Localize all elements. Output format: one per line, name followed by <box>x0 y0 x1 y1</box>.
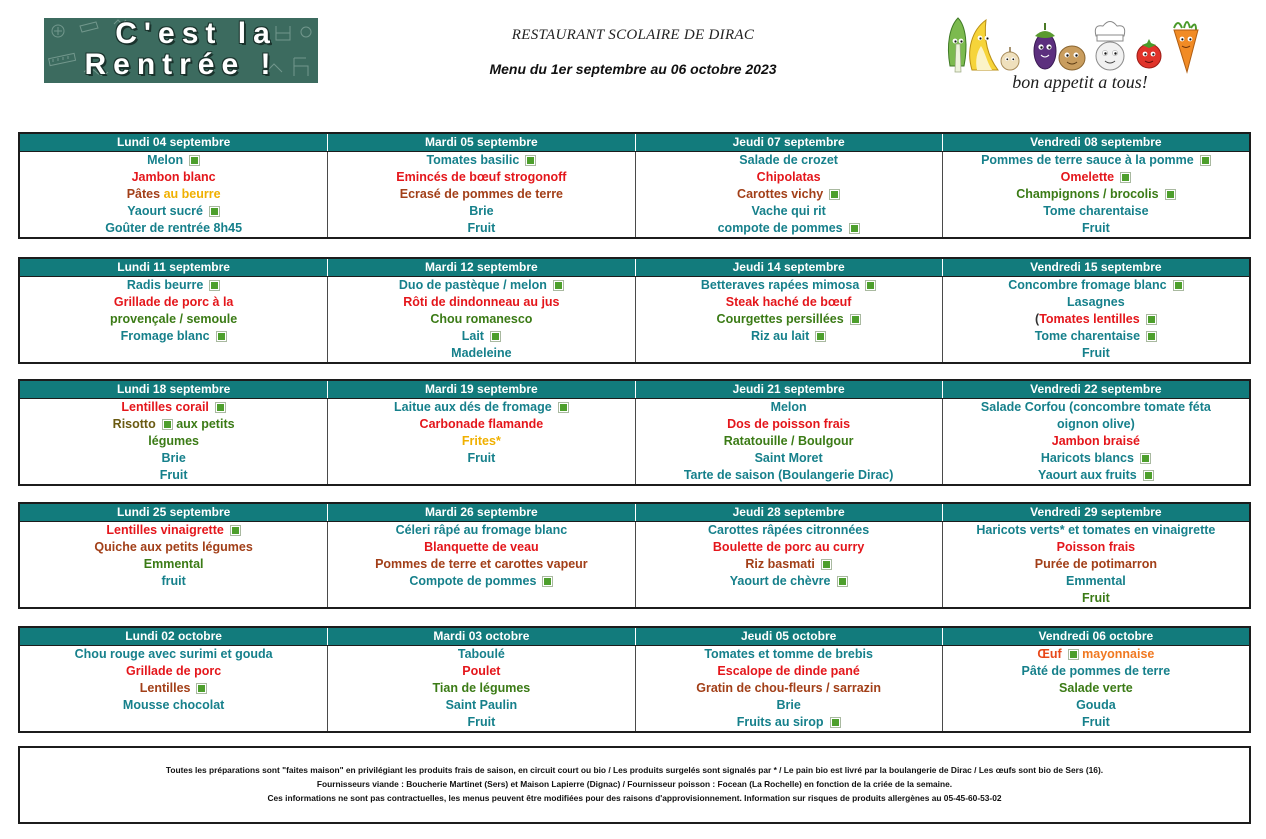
day-header: Mardi 12 septembre <box>327 259 634 276</box>
menu-item-text: Pâté de pommes de terre <box>1021 664 1171 678</box>
menu-item-text: Courgettes persillées <box>716 312 844 326</box>
day-menu-cell <box>327 646 634 731</box>
day-menu-cell <box>327 277 634 362</box>
menu-item-text: fruit <box>161 574 186 588</box>
bio-label-icon <box>1121 173 1130 182</box>
menu-item-text: Radis beurre <box>126 278 204 292</box>
day-header-row <box>20 381 1249 398</box>
day-menu-cell <box>635 152 942 237</box>
menu-item-text: Fromage blanc <box>120 329 210 343</box>
day-header: Vendredi 06 octobre <box>942 628 1249 645</box>
menu-item <box>943 169 1249 186</box>
menu-item-text: Haricots blancs <box>1040 451 1134 465</box>
menu-item <box>328 646 634 663</box>
menu-item-text: Concombre fromage blanc <box>1008 278 1167 292</box>
day-menu-cell <box>942 277 1249 362</box>
menu-item-text: Fruit <box>1081 715 1110 729</box>
menu-item <box>328 169 634 186</box>
menu-item-text: Tome charentaise <box>1043 204 1149 218</box>
menu-item-text: Brie <box>776 698 801 712</box>
potato-icon <box>1059 46 1085 70</box>
menu-item-text: Fruit <box>467 221 496 235</box>
menu-item <box>636 416 942 433</box>
bio-label-icon <box>816 332 825 341</box>
menu-body-row <box>20 398 1249 484</box>
day-header: Lundi 11 septembre <box>117 260 230 274</box>
bio-label-icon <box>1141 454 1150 463</box>
menu-item <box>636 697 942 714</box>
menu-item-text: Jambon braisé <box>1051 434 1140 448</box>
footer-note-line: Fournisseurs viande : Boucherie Martinet (Sers) et Maison Lapierre (Dignac) / Fournisseur poisson : Focean (La Rochelle) en fonction de la criée de la semaine. <box>316 779 953 789</box>
banner-line-1: C'est la <box>115 18 277 50</box>
menu-item-text: Grillade de porc à la <box>113 295 234 309</box>
menu-item <box>943 399 1249 416</box>
day-menu-cell <box>20 646 327 731</box>
menu-item-text: Œuf <box>1037 647 1062 661</box>
bio-label-icon <box>210 207 219 216</box>
menu-item-text: Melon <box>770 400 807 414</box>
menu-item <box>20 152 327 169</box>
menu-item-text: Emmental <box>1066 574 1126 588</box>
bio-label-icon <box>231 526 240 535</box>
day-header: Mardi 03 octobre <box>327 628 634 645</box>
menu-item <box>328 539 634 556</box>
menu-item <box>943 186 1249 203</box>
menu-item <box>328 556 634 573</box>
bio-label-icon <box>866 281 875 290</box>
menu-body-row <box>20 151 1249 237</box>
bio-label-icon <box>850 224 859 233</box>
menu-body-row <box>20 276 1249 362</box>
menu-item <box>636 539 942 556</box>
menu-item-text: Rôti de dindonneau au jus <box>403 295 560 309</box>
menu-item <box>20 539 327 556</box>
menu-item <box>636 450 942 467</box>
menu-item-text: Poulet <box>462 664 501 678</box>
menu-item-text: oignon olive) <box>1056 417 1135 431</box>
menu-item <box>636 680 942 697</box>
day-header-row <box>20 259 1249 276</box>
menu-item-text: Betteraves rapées mimosa <box>700 278 860 292</box>
menu-item-text: Laitue aux dés de fromage <box>394 400 552 414</box>
week-table <box>18 502 1251 609</box>
menu-item <box>20 328 327 345</box>
menu-item-text: Salade verte <box>1059 681 1133 695</box>
menu-item <box>328 697 634 714</box>
menu-item-text: Taboulé <box>457 647 505 661</box>
menu-item-text: Emmental <box>143 557 204 571</box>
week-table <box>18 257 1251 364</box>
bio-label-icon <box>554 281 563 290</box>
menu-item-text: Emincés de bœuf strogonoff <box>396 170 567 184</box>
menu-item <box>636 399 942 416</box>
menu-item-text: Boulette de porc au curry <box>712 540 865 554</box>
menu-item-text: Brie <box>161 451 186 465</box>
menu-item-text: Salade Corfou (concombre tomate féta <box>980 400 1211 414</box>
menu-item-text: Blanquette de veau <box>424 540 539 554</box>
day-menu-cell <box>635 522 942 607</box>
menu-item-text: Fruit <box>1081 346 1110 360</box>
footer-note-line: Toutes les préparations sont "faites maison" en privilégiant les produits frais de saison, en circuit court ou bio / Les produits surgelés sont signalés par * / Le pain bio est livré par la boulangerie de Dirac / Les œufs sont bio de Sers (16). <box>165 765 1104 775</box>
menu-item <box>636 663 942 680</box>
menu-item <box>20 663 327 680</box>
menu-item-text: Gratin de chou-fleurs / sarrazin <box>696 681 881 695</box>
day-header: Lundi 02 octobre <box>125 629 222 643</box>
menu-item <box>636 556 942 573</box>
menu-item <box>328 277 634 294</box>
bio-label-icon <box>822 560 831 569</box>
menu-item-text: Fruit <box>467 451 496 465</box>
menu-item <box>636 646 942 663</box>
day-menu-cell <box>942 399 1249 484</box>
day-header-row <box>20 134 1249 151</box>
menu-item-text: Quiche aux petits légumes <box>94 540 253 554</box>
menu-item-text: Lasagnes <box>1067 295 1125 309</box>
day-header: Vendredi 15 septembre <box>942 259 1249 276</box>
day-header: Jeudi 05 octobre <box>635 628 942 645</box>
onion-icon <box>1001 47 1019 70</box>
day-header: Vendredi 29 septembre <box>942 504 1249 521</box>
menu-item <box>328 311 634 328</box>
menu-item-text: Ratatouille / Boulgour <box>723 434 854 448</box>
bio-label-icon <box>831 718 840 727</box>
menu-item-text: Lentilles vinaigrette <box>106 523 224 537</box>
menu-item <box>943 663 1249 680</box>
menu-item <box>20 186 327 203</box>
menu-item <box>20 433 327 450</box>
menu-item-text: Chou rouge avec surimi et gouda <box>74 647 273 661</box>
menu-item-text: Carottes râpées citronnées <box>708 523 870 537</box>
menu-item-text: Céleri râpé au fromage blanc <box>395 523 568 537</box>
chard-icon <box>948 18 966 72</box>
menu-item-text: ( <box>1035 312 1040 326</box>
menu-item <box>636 328 942 345</box>
menu-item <box>328 328 634 345</box>
menu-item <box>328 203 634 220</box>
menu-item-text: compote de pommes <box>717 221 843 235</box>
menu-item <box>943 573 1249 590</box>
day-menu-cell <box>20 152 327 237</box>
day-menu-cell <box>20 399 327 484</box>
day-menu-cell <box>942 152 1249 237</box>
menu-item <box>328 522 634 539</box>
menu-item <box>943 294 1249 311</box>
menu-item <box>636 467 942 484</box>
bon-appetit-tagline: bon appetit a tous! <box>1012 72 1148 92</box>
tomato-icon <box>1137 39 1161 68</box>
menu-item-text: Riz basmati <box>745 557 815 571</box>
menu-item-text: Saint Moret <box>754 451 823 465</box>
menu-item <box>20 277 327 294</box>
day-menu-cell <box>327 399 634 484</box>
menu-item <box>328 220 634 237</box>
bio-label-icon <box>190 156 199 165</box>
menu-item-text: Lentilles corail <box>121 400 209 414</box>
bio-label-icon <box>1147 332 1156 341</box>
menu-item <box>636 169 942 186</box>
bio-label-icon <box>543 577 552 586</box>
bio-label-icon <box>526 156 535 165</box>
menu-item <box>943 277 1249 294</box>
menu-item-text: Gouda <box>1076 698 1116 712</box>
menu-item <box>943 590 1249 607</box>
menu-item <box>943 450 1249 467</box>
menu-item-text: Carbonade flamande <box>419 417 544 431</box>
day-header: Jeudi 14 septembre <box>635 259 942 276</box>
menu-item-text: aux petits <box>172 417 235 431</box>
menu-item <box>328 450 634 467</box>
menu-item <box>20 556 327 573</box>
menu-item-text: Fruits au sirop <box>736 715 824 729</box>
menu-item-text: Madeleine <box>451 346 512 360</box>
bio-label-icon <box>559 403 568 412</box>
menu-item <box>20 680 327 697</box>
menu-item-text: Brie <box>469 204 494 218</box>
menu-item <box>943 220 1249 237</box>
menu-item-text: Escalope de dinde pané <box>717 664 860 678</box>
day-menu-cell <box>942 522 1249 607</box>
menu-item-text: Pommes de terre et carottes vapeur <box>375 557 588 571</box>
menu-item-text: provençale / semoule <box>110 312 238 326</box>
menu-item-text: Mousse chocolat <box>122 698 225 712</box>
menu-item-text: Purée de potimarron <box>1034 557 1157 571</box>
menu-item-text: Chou romanesco <box>430 312 533 326</box>
menu-item <box>20 522 327 539</box>
day-menu-cell <box>635 399 942 484</box>
menu-item <box>943 152 1249 169</box>
menu-item-text: Ecrasé de pommes de terre <box>399 187 564 201</box>
menu-item-text: mayonnaise <box>1078 647 1155 661</box>
week-table <box>18 379 1251 486</box>
menu-body-row <box>20 521 1249 607</box>
menu-item-text: Riz au lait <box>750 329 810 343</box>
day-header: Lundi 18 septembre <box>116 382 231 396</box>
menu-item <box>328 714 634 731</box>
menu-item <box>20 294 327 311</box>
menu-item-text: Melon <box>147 153 184 167</box>
day-header-row <box>20 628 1249 645</box>
menu-item-text: au beurre <box>163 187 221 201</box>
menu-item <box>20 399 327 416</box>
menu-item-text: Tian de légumes <box>432 681 531 695</box>
menu-item <box>636 294 942 311</box>
menu-item <box>943 433 1249 450</box>
menu-item-text: Haricots verts* et tomates en vinaigrette <box>976 523 1216 537</box>
menu-item <box>328 433 634 450</box>
day-menu-cell <box>327 152 634 237</box>
menu-item <box>328 399 634 416</box>
menu-item <box>636 152 942 169</box>
menu-item <box>943 203 1249 220</box>
bio-label-icon <box>163 420 172 429</box>
menu-item-text: Grillade de porc <box>126 664 222 678</box>
bio-label-icon <box>1144 471 1153 480</box>
menu-item <box>20 169 327 186</box>
menu-item <box>328 186 634 203</box>
menu-item <box>20 646 327 663</box>
menu-item <box>328 680 634 697</box>
menu-item-text: Fruit <box>1081 221 1110 235</box>
menu-item-text: Duo de pastèque / melon <box>398 278 547 292</box>
menu-item <box>20 416 327 433</box>
bio-label-icon <box>216 403 225 412</box>
day-header: Vendredi 08 septembre <box>942 134 1249 151</box>
menu-item-text: Yaourt de chèvre <box>729 574 831 588</box>
menu-item <box>20 467 327 484</box>
bio-label-icon <box>851 315 860 324</box>
bio-label-icon <box>491 332 500 341</box>
menu-item-text: Pommes de terre sauce à la pomme <box>981 153 1194 167</box>
menu-item <box>20 311 327 328</box>
day-header: Mardi 26 septembre <box>327 504 634 521</box>
day-menu-cell <box>635 277 942 362</box>
menu-item-text: Tomates basilic <box>426 153 520 167</box>
menu-item-text: Omelette <box>1060 170 1115 184</box>
menu-item <box>636 277 942 294</box>
bio-label-icon <box>1174 281 1183 290</box>
menu-item <box>943 680 1249 697</box>
day-header: Jeudi 07 septembre <box>635 134 942 151</box>
menu-item-text: Compote de pommes <box>409 574 537 588</box>
menu-item <box>943 646 1249 663</box>
menu-item-text: Fruit <box>467 715 496 729</box>
menu-item <box>943 311 1249 328</box>
menu-item <box>636 311 942 328</box>
bio-label-icon <box>217 332 226 341</box>
menu-item <box>636 714 942 731</box>
menu-item-text: Saint Paulin <box>445 698 518 712</box>
restaurant-title: RESTAURANT SCOLAIRE DE DIRAC <box>511 27 755 43</box>
menu-item-text: Vache qui rit <box>751 204 826 218</box>
day-header-row <box>20 504 1249 521</box>
menu-item-text: légumes <box>148 434 199 448</box>
day-header: Jeudi 21 septembre <box>635 381 942 398</box>
menu-item-text: Tomates lentilles <box>1039 312 1140 326</box>
menu-item <box>636 186 942 203</box>
menu-item <box>636 522 942 539</box>
eggplant-icon <box>1034 23 1056 69</box>
bio-label-icon <box>1147 315 1156 324</box>
menu-item <box>20 573 327 590</box>
menu-item <box>943 345 1249 362</box>
menu-item-text: Risotto <box>112 417 156 431</box>
menu-item-text: Salade de crozet <box>739 153 838 167</box>
bio-label-icon <box>210 281 219 290</box>
menu-body-row <box>20 645 1249 731</box>
banner-line-2: Rentrée ! <box>84 48 278 81</box>
menu-item <box>328 294 634 311</box>
menu-item-text: Carottes vichy <box>737 187 824 201</box>
menu-item <box>943 697 1249 714</box>
day-header: Vendredi 22 septembre <box>942 381 1249 398</box>
day-menu-cell <box>20 522 327 607</box>
day-menu-cell <box>327 522 634 607</box>
bio-label-icon <box>197 684 206 693</box>
menu-item-text: Pâtes <box>126 187 164 201</box>
menu-item-text: Jambon blanc <box>131 170 216 184</box>
menu-item-text: Champignons / brocolis <box>1016 187 1159 201</box>
menu-item <box>636 573 942 590</box>
menu-item <box>943 714 1249 731</box>
menu-item <box>20 450 327 467</box>
menu-item-text: Dos de poisson frais <box>727 417 851 431</box>
menu-item <box>636 433 942 450</box>
day-header: Jeudi 28 septembre <box>635 504 942 521</box>
menu-item <box>636 203 942 220</box>
menu-item <box>20 220 327 237</box>
week-table <box>18 626 1251 733</box>
day-header: Mardi 19 septembre <box>327 381 634 398</box>
menu-item <box>20 203 327 220</box>
menu-item-text: Tarte de saison (Boulangerie Dirac) <box>683 468 894 482</box>
menu-item-text: Yaourt sucré <box>127 204 203 218</box>
menu-item <box>328 573 634 590</box>
menu-item <box>328 345 634 362</box>
bio-label-icon <box>1069 650 1078 659</box>
menu-item <box>328 152 634 169</box>
garlic-chef-icon <box>1095 22 1124 71</box>
day-menu-cell <box>20 277 327 362</box>
menu-item-text: Fruit <box>1081 591 1110 605</box>
day-header: Mardi 05 septembre <box>327 134 634 151</box>
carrot-icon <box>1174 22 1198 72</box>
menu-item-text: Tomates et tomme de brebis <box>704 647 873 661</box>
menu-item-text: Steak haché de bœuf <box>725 295 852 309</box>
menu-item-text: Chipolatas <box>756 170 821 184</box>
day-header: Lundi 04 septembre <box>116 135 231 149</box>
menu-item <box>943 467 1249 484</box>
day-menu-cell <box>635 646 942 731</box>
day-menu-cell <box>942 646 1249 731</box>
menu-item-text: Frites* <box>461 434 501 448</box>
menu-item <box>943 539 1249 556</box>
menu-item <box>328 663 634 680</box>
week-table <box>18 132 1251 239</box>
footer-note-line: Ces informations ne sont pas contractuelles, les menus peuvent être modifiées pour des raisons d'approvisionnement. Information sur risques de produits allergènes au 05-45-60-53-02 <box>267 793 1002 803</box>
menu-item-text: Poisson frais <box>1056 540 1136 554</box>
day-header: Lundi 25 septembre <box>116 505 231 519</box>
menu-item-text: Tome charentaise <box>1034 329 1141 343</box>
menu-item <box>20 697 327 714</box>
bio-label-icon <box>1166 190 1175 199</box>
menu-item <box>943 522 1249 539</box>
banana-icon <box>970 20 998 70</box>
menu-item-text: Goûter de rentrée 8h45 <box>105 221 243 235</box>
menu-item-text: Lentilles <box>139 681 191 695</box>
menu-item-text: Fruit <box>159 468 188 482</box>
menu-item <box>943 556 1249 573</box>
menu-period-subtitle: Menu du 1er septembre au 06 octobre 2023 <box>489 61 777 77</box>
menu-item-text: Lait <box>461 329 484 343</box>
menu-item <box>636 220 942 237</box>
footer-notes <box>18 746 1251 824</box>
bio-label-icon <box>830 190 839 199</box>
vegetable-characters-illustration <box>946 14 1206 74</box>
menu-item-text: Yaourt aux fruits <box>1038 468 1137 482</box>
menu-item <box>943 328 1249 345</box>
bio-label-icon <box>1201 156 1210 165</box>
menu-item <box>328 416 634 433</box>
menu-item <box>943 416 1249 433</box>
bio-label-icon <box>838 577 847 586</box>
